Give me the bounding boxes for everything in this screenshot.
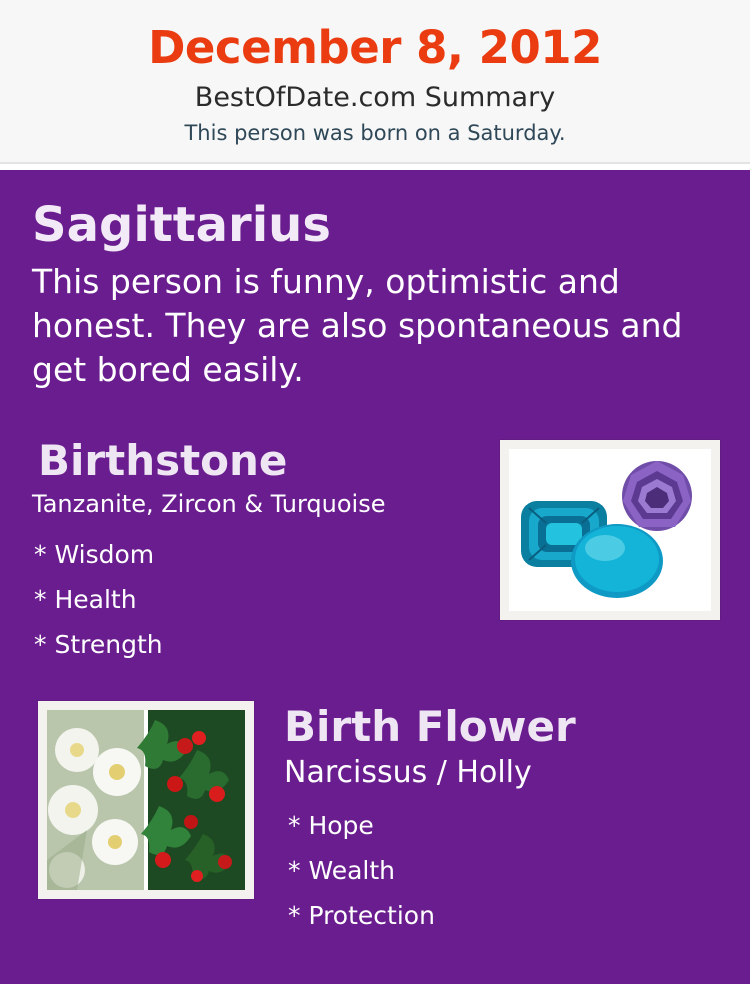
content-panel	[0, 170, 750, 984]
birth-flower-text-block	[282, 701, 720, 938]
page-header	[0, 0, 750, 162]
list-item: * Wealth	[288, 856, 395, 885]
list-item: * Strength	[34, 630, 163, 659]
birth-flower-traits-list	[282, 803, 720, 938]
zodiac-sign-title: Sagittarius	[32, 197, 331, 253]
birthstone-section	[30, 436, 720, 667]
birth-flower-photo	[38, 701, 254, 899]
site-summary-label: BestOfDate.com Summary	[194, 82, 556, 113]
zodiac-description: This person is funny, optimistic and honest. They are also spontaneous and get bored easily.	[32, 262, 683, 389]
page-title: December 8, 2012	[148, 21, 602, 74]
birth-day-note: This person was born on a Saturday.	[184, 121, 566, 145]
list-item: * Wisdom	[34, 540, 155, 569]
list-item: * Protection	[288, 901, 435, 930]
birthstone-text-block	[30, 436, 470, 667]
list-item: * Health	[34, 585, 137, 614]
list-item: * Hope	[288, 811, 374, 840]
birthstone-image	[509, 449, 711, 611]
birth-flower-title: Birth Flower	[284, 702, 576, 751]
birth-flower-names: Narcissus / Holly	[284, 755, 532, 790]
birthstone-title: Birthstone	[38, 436, 288, 485]
birthstone-photo	[500, 440, 720, 620]
birth-flower-section	[30, 701, 720, 938]
header-divider	[0, 162, 750, 170]
birthstone-traits-list	[30, 532, 470, 667]
birth-flower-image	[47, 710, 245, 890]
birthstone-names: Tanzanite, Zircon & Turquoise	[32, 490, 386, 518]
